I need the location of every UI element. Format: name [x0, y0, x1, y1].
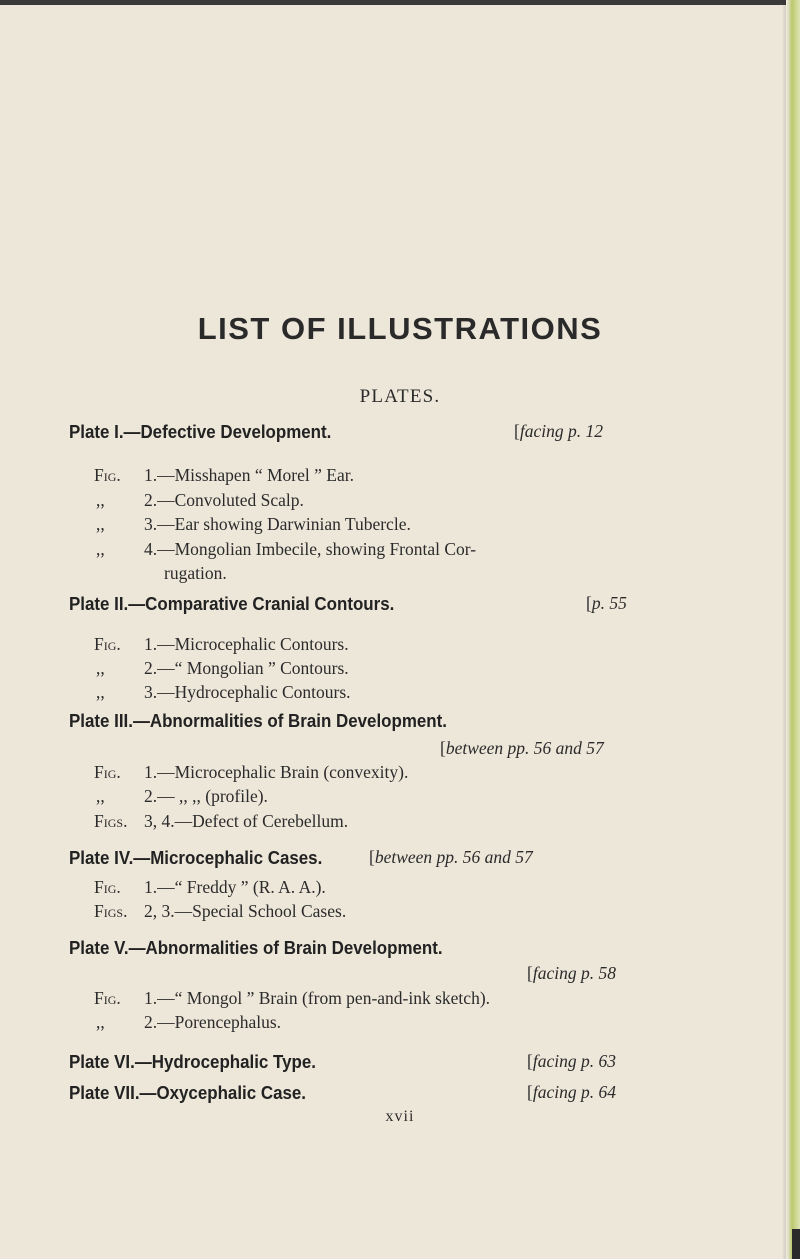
plate-heading: Plate V.—Abnormalities of Brain Development.	[69, 938, 443, 958]
plate-page-ref: [p. 55	[586, 593, 627, 613]
plate-heading: Plate III.—Abnormalities of Brain Development.	[69, 711, 447, 731]
figure-label: Fig.	[94, 465, 121, 485]
figure-caption: 1.—Microcephalic Contours.	[144, 634, 349, 654]
figure-label: Figs.	[94, 811, 128, 831]
plate-page-ref-text: facing p. 63	[532, 1051, 616, 1071]
figure-label: ,,	[96, 490, 105, 510]
figure-caption: 1.—Misshapen “ Morel ” Ear.	[144, 465, 354, 485]
figure-label: ,,	[96, 539, 105, 559]
figure-caption: 2.—“ Mongolian ” Contours.	[144, 658, 349, 678]
plate-heading: Plate VII.—Oxycephalic Case.	[69, 1083, 306, 1103]
plate-heading: Plate IV.—Microcephalic Cases.	[69, 848, 323, 868]
figure-caption: 4.—Mongolian Imbecile, showing Frontal Cor-	[144, 539, 477, 559]
plate-page-ref: [facing p. 63	[527, 1051, 616, 1071]
figure-caption-continued: rugation.	[164, 563, 227, 583]
figure-caption: 3, 4.—Defect of Cerebellum.	[144, 811, 349, 831]
corner-mark	[792, 1229, 800, 1259]
figure-label: ,,	[96, 514, 105, 534]
figure-label: Fig.	[94, 988, 121, 1008]
figure-caption: 2, 3.—Special School Cases.	[144, 901, 347, 921]
figure-label: Figs.	[94, 901, 128, 921]
plate-page-ref: [between pp. 56 and 57	[440, 738, 604, 758]
section-subtitle: PLATES.	[359, 386, 441, 407]
plate-heading: Plate II.—Comparative Cranial Contours.	[69, 594, 395, 614]
figure-caption: 1.—Microcephalic Brain (convexity).	[144, 762, 409, 782]
figure-caption: 2.—Convoluted Scalp.	[144, 490, 304, 510]
figure-label: Fig.	[94, 762, 121, 782]
figure-caption: 1.—“ Freddy ” (R. A. A.).	[144, 877, 326, 897]
plate-page-ref-text: p. 55	[591, 593, 627, 613]
figure-label: Fig.	[94, 877, 121, 897]
plate-page-ref: [facing p. 64	[527, 1082, 616, 1102]
figure-caption: 2.— ,, ,, (profile).	[144, 786, 268, 806]
figure-caption: 3.—Ear showing Darwinian Tubercle.	[144, 514, 411, 534]
page-folio: xvii	[385, 1108, 415, 1125]
figure-label: ,,	[96, 682, 105, 702]
figure-caption: 3.—Hydrocephalic Contours.	[144, 682, 351, 702]
figure-caption: 1.—“ Mongol ” Brain (from pen-and-ink sketch).	[144, 988, 491, 1008]
plate-page-ref: [facing p. 12	[514, 421, 603, 441]
figure-caption: 2.—Porencephalus.	[144, 1012, 282, 1032]
plate-page-ref: [facing p. 58	[527, 963, 616, 983]
plate-page-ref-text: facing p. 58	[532, 963, 616, 983]
figure-label: Fig.	[94, 634, 121, 654]
figure-label: ,,	[96, 658, 105, 678]
figure-label: ,,	[96, 786, 105, 806]
plate-page-ref-text: facing p. 12	[519, 421, 603, 441]
plate-page-ref: [between pp. 56 and 57	[369, 847, 533, 867]
plate-page-ref-text: facing p. 64	[532, 1082, 616, 1102]
plate-heading: Plate I.—Defective Development.	[69, 422, 332, 442]
plate-page-ref-text: between pp. 56 and 57	[374, 847, 533, 867]
figure-label: ,,	[96, 1012, 105, 1032]
page-top-edge	[0, 0, 800, 5]
plate-heading: Plate VI.—Hydrocephalic Type.	[69, 1052, 316, 1072]
plate-page-ref-text: between pp. 56 and 57	[445, 738, 604, 758]
book-spine-edge	[786, 0, 800, 1259]
page-title: LIST OF ILLUSTRATIONS	[197, 311, 603, 346]
